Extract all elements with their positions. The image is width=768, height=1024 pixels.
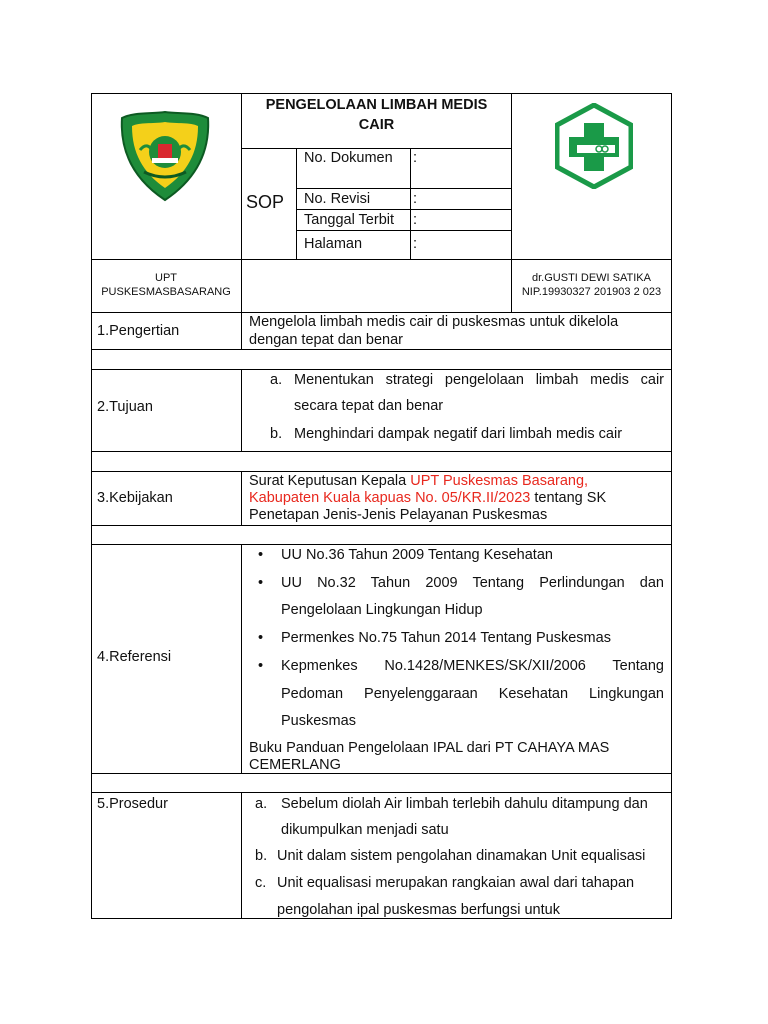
referensi-label: 4.Referensi — [97, 649, 172, 665]
referensi-item-4-line-1: Kepmenkes No.1428/MENKES/SK/XII/2006 Tentang — [281, 658, 664, 674]
referensi-item-2-line-1: UU No.32 Tahun 2009 Tentang Perlindungan dan — [281, 575, 664, 591]
spacer-row — [91, 525, 672, 545]
kebijakan-line-1 — [249, 472, 588, 490]
referensi-buku-line-1: Buku Panduan Pengelolaan IPAL dari PT CAHAYA MAS — [249, 740, 610, 756]
prosedur-c-line-1: Unit equalisasi merupakan rangkaian awal dari tahapan — [277, 875, 635, 891]
prosedur-a-line-2: dikumpulkan menjadi satu — [281, 822, 449, 838]
kebijakan-line-2 — [249, 489, 606, 507]
tujuan-a-line-1: Menentukan strategi pengelolaan limbah medis cair — [294, 372, 664, 388]
meta-label-no-dokumen: No. Dokumen — [304, 150, 393, 166]
bullet-icon: • — [258, 547, 264, 563]
referensi-item-3: Permenkes No.75 Tahun 2014 Tentang Puskesmas — [281, 630, 611, 646]
signer — [511, 271, 672, 299]
prosedur-b-line-1: Unit dalam sistem pengolahan dinamakan Unit equalisasi — [277, 848, 646, 864]
pengertian-label: 1.Pengertian — [97, 323, 180, 339]
prosedur-c-line-2: pengolahan ipal puskesmas berfungsi untuk — [277, 902, 560, 918]
spacer-row — [91, 349, 672, 370]
tujuan-label: 2.Tujuan — [97, 399, 153, 415]
tujuan-a-marker: a. — [270, 372, 283, 388]
referensi-buku-line-2: CEMERLANG — [249, 757, 341, 773]
tujuan-a-line-2: secara tepat dan benar — [294, 398, 444, 414]
prosedur-c-marker: c. — [255, 875, 267, 891]
prosedur-b-marker: b. — [255, 848, 268, 864]
bullet-icon: • — [258, 658, 264, 674]
bullet-icon: • — [258, 630, 264, 646]
referensi-item-1: UU No.36 Tahun 2009 Tentang Kesehatan — [281, 547, 553, 563]
kebijakan-label: 3.Kebijakan — [97, 490, 173, 506]
signer-name: dr.GUSTI DEWI SATIKA — [532, 272, 651, 284]
kebijakan-line-1-red: UPT Puskesmas Basarang, — [410, 473, 589, 489]
sop-label: SOP — [246, 192, 285, 212]
puskesmas-cross-logo — [555, 103, 633, 189]
meta-colon: : — [413, 191, 418, 207]
referensi-item-4-line-3: Puskesmas — [281, 713, 356, 729]
tujuan-b-marker: b. — [270, 426, 283, 442]
prosedur-label: 5.Prosedur — [97, 796, 168, 812]
meta-colon: : — [413, 236, 418, 252]
prosedur-a-marker: a. — [255, 796, 268, 812]
meta-label-halaman: Halaman — [304, 236, 363, 252]
referensi-item-2-line-2: Pengelolaan Lingkungan Hidup — [281, 602, 483, 618]
prosedur-a-line-1: Sebelum diolah Air limbah terlebih dahulu ditampung dan — [281, 796, 648, 812]
meta-colon: : — [413, 150, 418, 166]
kebijakan-line-2-suffix: tentang SK — [530, 490, 607, 506]
tujuan-b-line-1: Menghindari dampak negatif dari limbah medis cair — [294, 426, 623, 442]
meta-colon: : — [413, 212, 418, 228]
org-line-1: UPT — [155, 272, 177, 284]
document-title — [241, 95, 512, 135]
pengertian-text-line-1: Mengelola limbah medis cair di puskesmas untuk dikelola — [249, 314, 619, 330]
spacer-row — [91, 773, 672, 793]
bullet-icon: • — [258, 575, 264, 591]
referensi-item-4-line-2: Pedoman Penyelenggaraan Kesehatan Lingkungan — [281, 686, 664, 702]
org-name — [91, 271, 241, 299]
kebijakan-line-1-prefix: Surat Keputusan Kepala — [249, 473, 411, 489]
meta-label-tanggal-terbit: Tanggal Terbit — [304, 212, 395, 228]
kebijakan-line-3: Penetapan Jenis-Jenis Pelayanan Puskesmas — [249, 507, 548, 523]
title-line-1: PENGELOLAAN LIMBAH MEDIS — [265, 97, 488, 113]
pengertian-text-line-2: dengan tepat dan benar — [249, 332, 403, 348]
meta-label-no-revisi: No. Revisi — [304, 191, 371, 207]
signer-nip: NIP.19930327 201903 2 023 — [521, 286, 662, 298]
kebijakan-line-2-red: Kabupaten Kuala kapuas No. 05/KR.II/2023 — [249, 490, 531, 506]
org-line-2: PUSKESMASBASARANG — [101, 286, 231, 298]
title-line-2: CAIR — [358, 117, 395, 133]
spacer-row — [91, 451, 672, 472]
regency-emblem-logo — [118, 110, 212, 202]
